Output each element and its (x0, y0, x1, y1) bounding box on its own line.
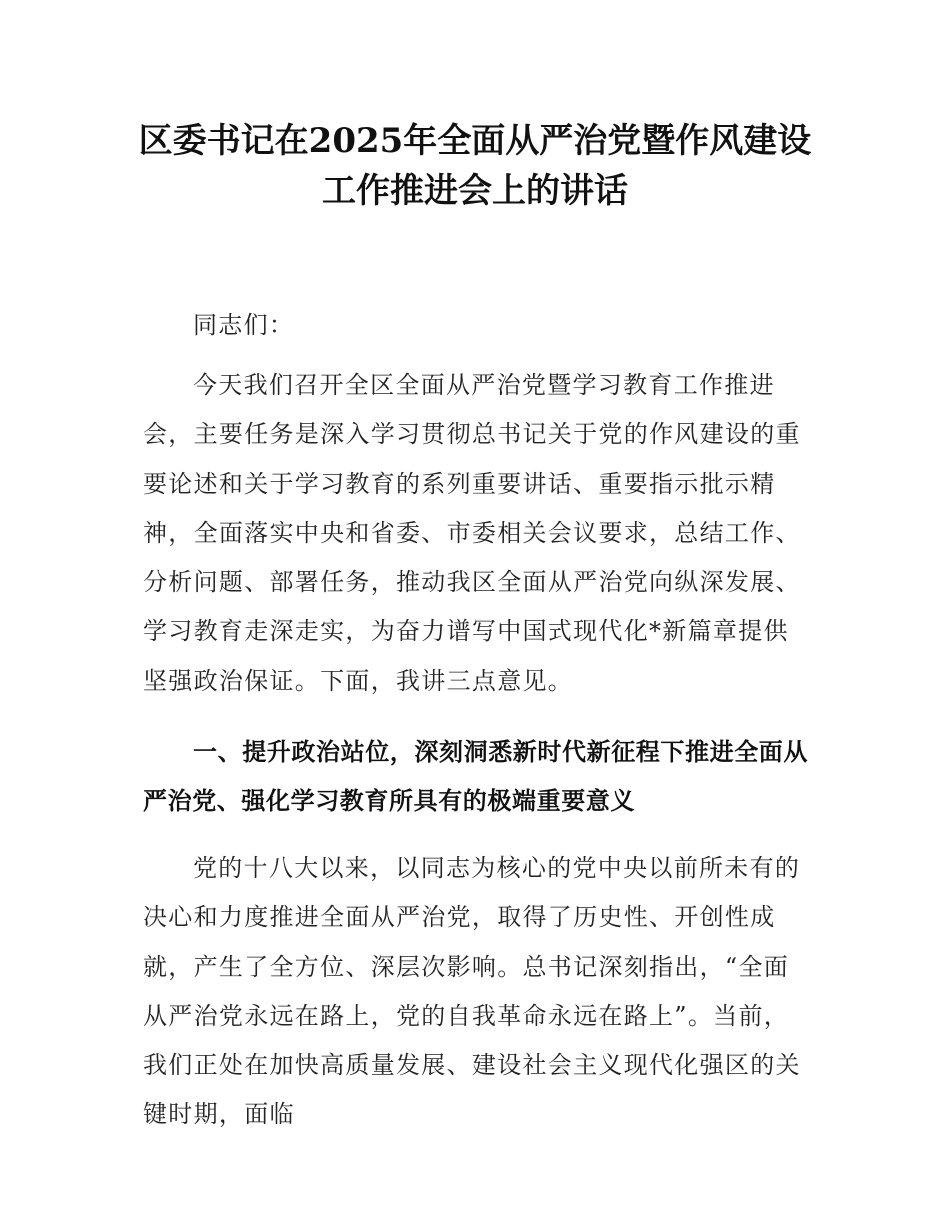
greeting: 同志们： (193, 311, 295, 339)
paragraph-intro: 今天我们召开全区全面从严治党暨学习教育工作推进会，主要任务是深入学习贯彻总书记关于党的作风建设的重要论述和关于学习教育的系列重要讲话、重要指示批示精神，全面落实中央和省委、市委相关会议要求，总结工作、分析问题、部署任务，推动我区全面从严治党向纵深发展、学习教育走深走实，为奋力谱写中国式现代化*新篇章提供坚强政治保证。下面，我讲三点意见。 (143, 371, 801, 695)
paragraph-section-1: 党的十八大以来，以同志为核心的党中央以前所未有的决心和力度推进全面从严治党，取得了历史性、开创性成就，产生了全方位、深层次影响。总书记深刻指出，“全面从严治党永远在路上，党的自我革命永远在路上”。当前，我们正处在加快高质量发展、建设社会主义现代化强区的关键时期，面临 (143, 854, 801, 1129)
document-title-line-2: 工作推进会上的讲话 (322, 171, 628, 211)
document-title-line-1: 区委书记在2025年全面从严治党暨作风建设 (138, 121, 812, 161)
section-heading-1: 一、提升政治站位，深刻洞悉新时代新征程下推进全面从严治党、强化学习教育所具有的极端重要意义 (143, 738, 808, 816)
